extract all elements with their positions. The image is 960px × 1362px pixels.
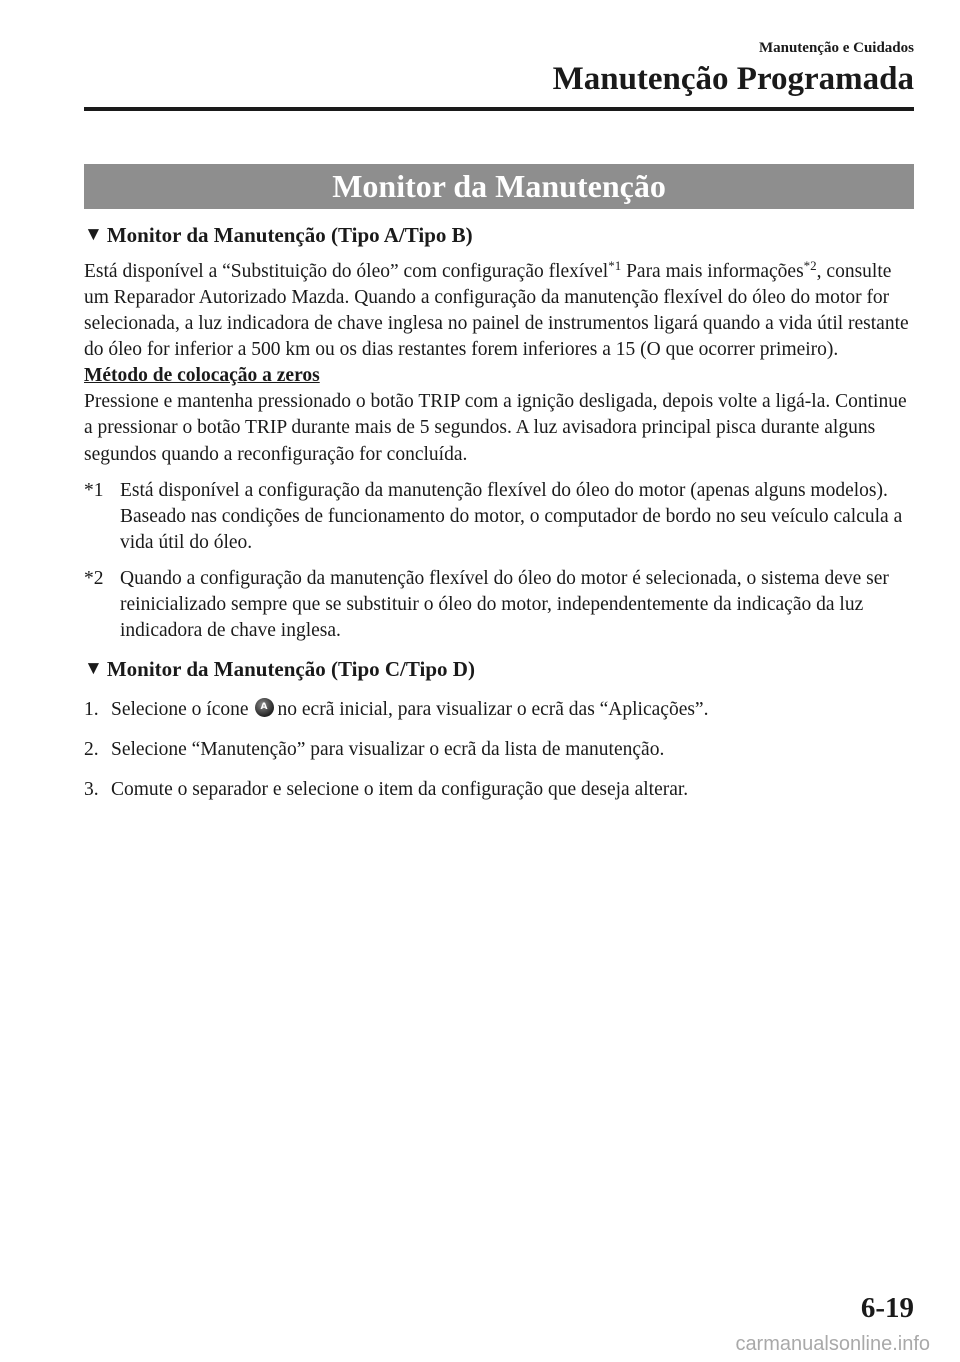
running-head [553, 40, 914, 97]
step-2 [84, 737, 914, 763]
footnote-ref-1: *1 [608, 258, 622, 274]
subheading-ab-text: Monitor da Manutenção (Tipo A/Tipo B) [106, 223, 473, 247]
reset-method-heading: Método de colocação a zeros [84, 365, 320, 387]
watermark: carmanualsonline.info [735, 1333, 930, 1355]
triangle-down-icon: ▼ [84, 658, 103, 680]
content [84, 222, 914, 803]
chapter-title: Manutenção e Cuidados [758, 40, 914, 56]
section-title: Manutenção Programada [552, 61, 914, 97]
intro-text-b: Para mais informações [621, 261, 804, 283]
footnote-1 [84, 478, 914, 556]
step-number: 1. [84, 699, 99, 721]
footnote-mark: *1 [84, 479, 104, 501]
subheading-type-ab [84, 222, 914, 249]
reset-method-title [84, 363, 914, 389]
subheading-type-cd [84, 656, 914, 683]
step-3 [84, 777, 914, 803]
intro-text-c: , consulte um Reparador Autorizado Mazda. Quando a configuração da manutenção flexível do óleo do motor for selecionada, a luz indicadora de chave inglesa no painel de instrumentos ligará quando a vida útil restante do óleo for inferior a 500 km ou os dias restantes forem inferiores a 15 (O que ocorrer primeiro). [84, 261, 909, 361]
intro-paragraph [84, 259, 914, 363]
footnote-2 [84, 566, 914, 644]
step-number: 2. [84, 739, 99, 761]
step-1 [84, 697, 914, 723]
step-text-pre: Selecione o ícone [111, 699, 249, 721]
intro-text-a: Está disponível a “Substituição do óleo” com configuração flexível [84, 261, 609, 283]
page-number: 6-19 [860, 1292, 914, 1324]
footnote-ref-2: *2 [803, 258, 817, 274]
footnote-text: Está disponível a configuração da manutenção flexível do óleo do motor (apenas alguns modelos). Baseado nas condições de funcionamento do motor, o computador de bordo no seu veículo calcula a vida útil do óleo. [120, 479, 903, 553]
step-text-post: no ecrã inicial, para visualizar o ecrã das “Aplicações”. [277, 699, 709, 721]
step-text: Comute o separador e selecione o item da configuração que deseja alterar. [111, 779, 689, 801]
step-number: 3. [84, 779, 99, 801]
reset-method-body: Pressione e mantenha pressionado o botão TRIP com a ignição desligada, depois volte a ligá-la. Continue a pressionar o botão TRIP durante mais de 5 segundos. A luz avisadora principal pisca durante alguns segundos quando a reconfiguração for concluída. [84, 391, 907, 465]
footnote-text: Quando a configuração da manutenção flexível do óleo do motor é selecionada, o sistema deve ser reinicializado sempre que se substituir o óleo do motor, independentemente da indicação da luz indicadora de chave inglesa. [120, 567, 889, 641]
step-text: Selecione “Manutenção” para visualizar o ecrã da lista de manutenção. [111, 739, 665, 761]
subheading-cd-text: Monitor da Manutenção (Tipo C/Tipo D) [106, 656, 475, 681]
applications-icon: A [255, 698, 274, 717]
footnote-mark: *2 [84, 567, 104, 589]
topic-banner: Monitor da Manutenção [84, 164, 914, 209]
triangle-down-icon: ▼ [84, 224, 103, 246]
header-rule [84, 107, 914, 111]
step-text [111, 697, 708, 723]
